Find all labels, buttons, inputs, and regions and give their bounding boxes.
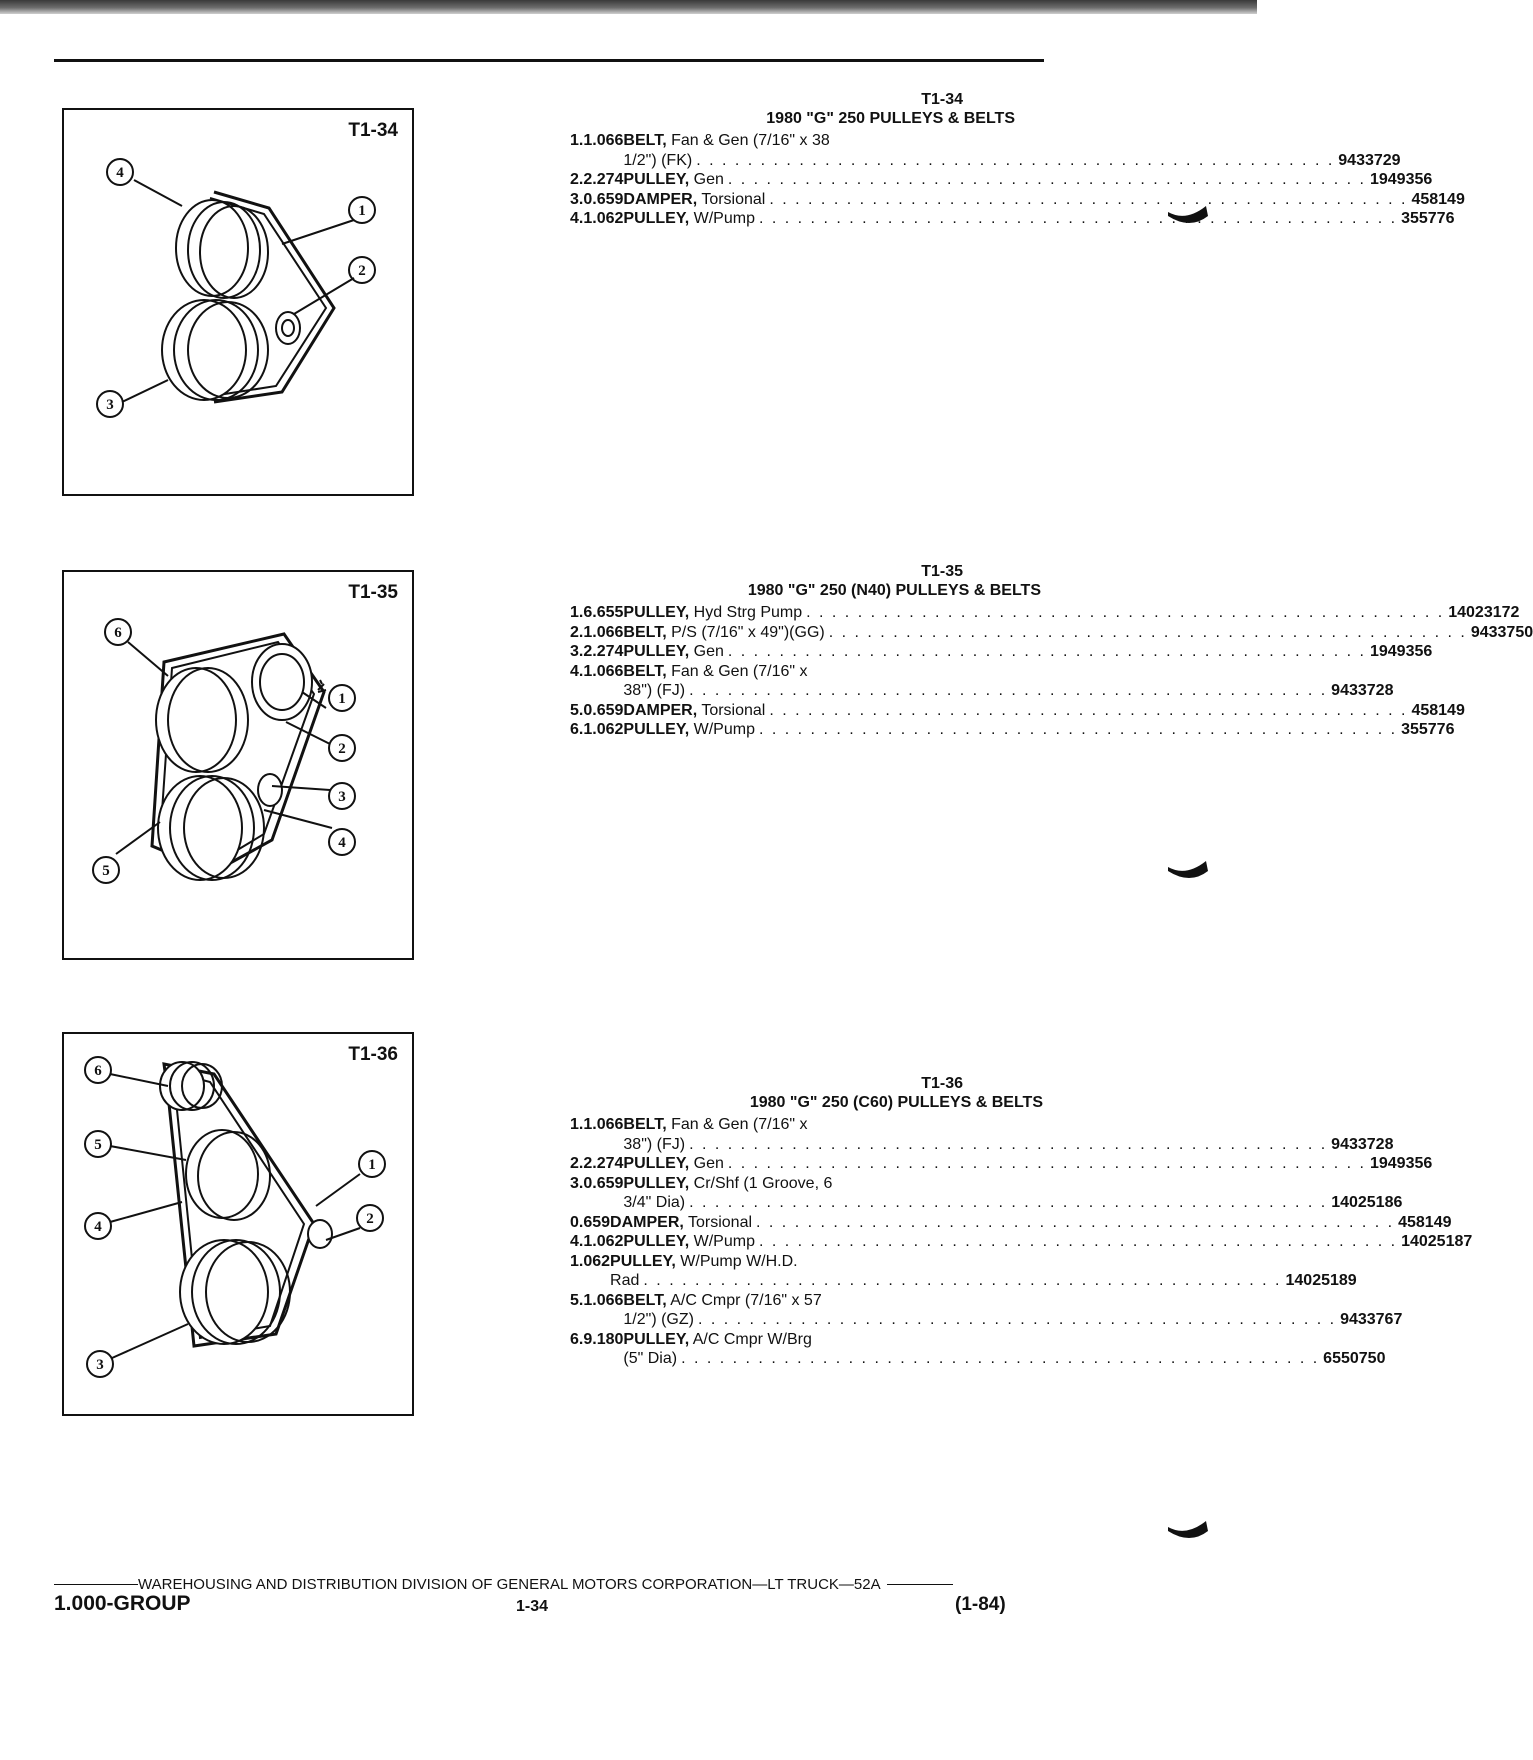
section-title: 1980 "G" 250 (C60) PULLEYS & BELTS xyxy=(749,1094,1043,1111)
description-line xyxy=(623,151,1400,171)
part-description xyxy=(623,1291,1402,1330)
part-description xyxy=(623,720,1454,740)
parts-row xyxy=(570,623,1533,643)
description-line xyxy=(623,1174,1402,1194)
parts-list xyxy=(570,603,1533,740)
part-name: PULLEY, xyxy=(623,643,690,660)
part-detail: Torsional xyxy=(697,701,766,719)
footer-text: WAREHOUSING AND DISTRIBUTION DIVISION OF GENERAL MOTORS CORPORATION—LT TRUCK—52A xyxy=(138,1576,881,1593)
page-number: 1-34 xyxy=(516,1598,549,1615)
part-name: DAMPER, xyxy=(623,190,698,208)
catalog-code: 0.659 xyxy=(583,1174,624,1192)
description-line xyxy=(623,190,1464,210)
item-number: 1. xyxy=(570,604,584,621)
item-number: 2. xyxy=(570,1155,584,1172)
callout-label: 1 xyxy=(358,203,366,219)
part-description xyxy=(610,1252,1357,1291)
header-rule xyxy=(54,59,1044,62)
parts-row xyxy=(570,1115,1394,1154)
part-detail: (5" Dia) xyxy=(623,1350,678,1367)
part-name: BELT, xyxy=(623,662,667,680)
parts-list xyxy=(570,131,1465,229)
parts-section-t1-34 xyxy=(570,90,1465,229)
catalog-code: 1.062 xyxy=(583,210,624,227)
parts-row xyxy=(570,642,1433,662)
part-detail: W/Pump xyxy=(689,1233,755,1250)
section-id: T1-35 xyxy=(921,563,963,580)
part-detail: 1/2") (FK) xyxy=(623,151,693,169)
part-name: PULLEY, xyxy=(623,604,690,621)
part-description xyxy=(623,623,1533,643)
description-text xyxy=(623,603,802,623)
parts-list xyxy=(570,1115,1473,1369)
catalog-code: 1.066 xyxy=(583,623,624,641)
part-detail: Fan & Gen (7/16" x xyxy=(666,662,808,680)
description-line xyxy=(623,603,1519,623)
scan-top-edge xyxy=(0,0,1257,14)
description-line xyxy=(623,1310,1402,1330)
description-line xyxy=(623,1349,1385,1369)
catalog-code: 2.274 xyxy=(583,643,624,660)
item-number: 3. xyxy=(570,190,584,208)
part-detail: W/Pump W/H.D. xyxy=(675,1252,798,1270)
callout-label: 5 xyxy=(102,863,110,879)
leader-dots xyxy=(698,1310,1336,1330)
part-description xyxy=(623,642,1432,662)
description-line xyxy=(623,662,1393,682)
part-number: 458149 xyxy=(1398,1213,1452,1231)
part-number: 14025186 xyxy=(1331,1194,1403,1211)
part-name: PULLEY, xyxy=(623,1330,690,1348)
description-text xyxy=(623,1135,685,1155)
part-name: PULLEY, xyxy=(623,721,690,738)
description-text xyxy=(623,190,765,210)
part-detail: Cr/Shf (1 Groove, 6 xyxy=(689,1174,833,1192)
revision-date: (1-84) xyxy=(955,1594,1006,1615)
catalog-code: 1.062 xyxy=(583,1233,624,1250)
description-text xyxy=(623,701,765,721)
catalog-code: 1.062 xyxy=(583,721,624,738)
description-line xyxy=(623,1232,1472,1252)
leader-dots xyxy=(696,151,1334,171)
item-number: 4. xyxy=(570,210,584,227)
parts-row xyxy=(570,131,1401,170)
part-name: BELT, xyxy=(623,132,667,149)
part-number: 9433728 xyxy=(1331,1135,1394,1153)
part-name: DAMPER, xyxy=(623,701,698,719)
part-description xyxy=(623,1330,1385,1369)
part-description xyxy=(623,190,1464,210)
part-name: BELT, xyxy=(623,1116,667,1133)
description-line xyxy=(623,720,1454,740)
parts-row xyxy=(570,209,1455,229)
callout-label: 2 xyxy=(366,1211,374,1227)
part-detail: Hyd Strg Pump xyxy=(689,604,803,621)
callout-label: 6 xyxy=(114,625,122,641)
description-line xyxy=(623,209,1454,229)
description-text xyxy=(623,1174,832,1194)
part-name: BELT, xyxy=(623,1291,667,1309)
description-text xyxy=(623,209,755,229)
callout-label: 4 xyxy=(338,835,346,851)
leader-dots xyxy=(829,623,1467,643)
catalog-code: 1.062 xyxy=(570,1252,611,1270)
leader-dots xyxy=(689,1135,1327,1155)
part-detail: Gen xyxy=(689,643,724,660)
catalog-code: 1.066 xyxy=(583,662,624,680)
leader-dots xyxy=(689,1193,1327,1213)
leader-dots xyxy=(806,603,1444,623)
binding-mark xyxy=(1166,190,1212,230)
part-description xyxy=(623,209,1454,229)
footer-rule-right xyxy=(887,1584,953,1585)
part-description xyxy=(623,131,1400,170)
catalog-code: 1.066 xyxy=(583,132,624,149)
part-number: 355776 xyxy=(1401,210,1455,227)
description-line xyxy=(623,1193,1402,1213)
callout-label: 3 xyxy=(96,1357,104,1373)
parts-section-t1-36 xyxy=(570,1074,1473,1369)
part-name: PULLEY, xyxy=(623,171,690,188)
item-number: 5. xyxy=(570,1291,584,1309)
part-number: 9433729 xyxy=(1338,151,1401,169)
callout-label: 3 xyxy=(338,789,346,805)
part-detail: 3/4" Dia) xyxy=(623,1194,686,1211)
part-detail: A/C Cmpr W/Brg xyxy=(689,1330,812,1348)
part-description xyxy=(623,1174,1402,1213)
leader-dots xyxy=(681,1349,1319,1369)
pulley-diagram-t1-35 xyxy=(64,572,412,958)
description-text xyxy=(623,1349,677,1369)
part-detail: Fan & Gen (7/16" x 38 xyxy=(666,132,830,149)
description-text xyxy=(623,642,723,662)
callout-label: 4 xyxy=(116,165,124,181)
part-number: 1949356 xyxy=(1369,1155,1433,1172)
description-text xyxy=(623,131,829,151)
part-number: 14025187 xyxy=(1401,1233,1473,1250)
description-text xyxy=(623,720,755,740)
part-description xyxy=(623,603,1519,623)
leader-dots xyxy=(759,209,1397,229)
part-number: 458149 xyxy=(1411,701,1465,719)
leader-dots xyxy=(759,720,1397,740)
callout-label: 6 xyxy=(94,1063,102,1079)
part-description xyxy=(623,701,1464,721)
item-number: 1. xyxy=(570,132,584,149)
part-detail: Gen xyxy=(689,171,724,188)
part-number: 6550750 xyxy=(1323,1350,1386,1367)
part-number: 9433728 xyxy=(1331,682,1394,699)
part-description xyxy=(623,170,1432,190)
parts-row xyxy=(570,1154,1433,1174)
item-number: 4. xyxy=(570,662,584,680)
parts-row xyxy=(570,1330,1386,1369)
item-number: 5. xyxy=(570,701,584,719)
parts-row xyxy=(570,1174,1403,1213)
part-name: PULLEY, xyxy=(623,1174,690,1192)
item-number: 2. xyxy=(570,171,584,188)
description-line xyxy=(610,1271,1357,1291)
description-line xyxy=(623,1135,1393,1155)
catalog-code: 6.655 xyxy=(583,604,624,621)
callout-label: 2 xyxy=(338,741,346,757)
figure-t1-34 xyxy=(62,108,414,496)
parts-row xyxy=(570,1252,1357,1291)
part-name: BELT, xyxy=(623,623,667,641)
description-text xyxy=(623,1115,807,1135)
part-description xyxy=(610,1213,1451,1233)
part-number: 458149 xyxy=(1411,190,1465,208)
part-description xyxy=(623,1154,1432,1174)
figure-label: T1-34 xyxy=(348,120,398,141)
callout-label: 3 xyxy=(106,397,114,413)
part-detail: Torsional xyxy=(683,1213,753,1231)
parts-section-t1-35 xyxy=(570,562,1533,740)
section-id: T1-34 xyxy=(921,91,963,108)
leader-dots xyxy=(728,1154,1366,1174)
description-line xyxy=(623,1291,1402,1311)
description-text xyxy=(623,1330,811,1350)
parts-row xyxy=(570,1232,1473,1252)
part-number: 14023172 xyxy=(1448,604,1520,621)
description-line xyxy=(623,701,1464,721)
parts-row xyxy=(570,603,1520,623)
pulley-diagram-t1-34 xyxy=(64,110,412,494)
catalog-code: 0.659 xyxy=(570,1213,611,1231)
catalog-code: 0.659 xyxy=(583,701,624,719)
part-number: 14025189 xyxy=(1285,1272,1357,1289)
part-detail: 1/2") (GZ) xyxy=(623,1311,694,1328)
callout-label: 4 xyxy=(94,1219,102,1235)
item-number: 1. xyxy=(570,1116,584,1133)
part-detail: A/C Cmpr (7/16" x 57 xyxy=(666,1291,822,1309)
part-number: 1949356 xyxy=(1369,171,1433,188)
item-number: 2. xyxy=(570,623,584,641)
part-name: PULLEY, xyxy=(623,1233,690,1250)
group-label: 1.000-GROUP xyxy=(54,1592,191,1615)
item-number: 3. xyxy=(570,1174,584,1192)
part-description xyxy=(623,1115,1393,1154)
section-id: T1-36 xyxy=(921,1075,963,1092)
part-detail: W/Pump xyxy=(689,721,755,738)
section-title: 1980 "G" 250 (N40) PULLEYS & BELTS xyxy=(747,582,1041,599)
description-text xyxy=(623,1291,821,1311)
description-text xyxy=(610,1252,798,1272)
item-number: 6. xyxy=(570,1330,584,1348)
parts-row xyxy=(570,1291,1403,1330)
part-number: 1949356 xyxy=(1369,643,1433,660)
description-text xyxy=(623,681,685,701)
parts-row xyxy=(570,701,1465,721)
part-description xyxy=(623,662,1393,701)
part-detail: Gen xyxy=(689,1155,724,1172)
figure-t1-35 xyxy=(62,570,414,960)
description-text xyxy=(623,1232,755,1252)
item-number: 6. xyxy=(570,721,584,738)
section-title: 1980 "G" 250 PULLEYS & BELTS xyxy=(766,110,1015,127)
part-name: PULLEY, xyxy=(623,210,690,227)
catalog-code: 2.274 xyxy=(583,171,624,188)
part-detail: 38") (FJ) xyxy=(623,682,686,699)
description-line xyxy=(623,1330,1385,1350)
description-text xyxy=(623,1154,723,1174)
part-number: 9433750 xyxy=(1470,623,1533,641)
leader-dots xyxy=(728,170,1366,190)
description-text xyxy=(623,151,692,171)
binding-mark xyxy=(1166,1505,1212,1545)
description-line xyxy=(623,681,1393,701)
leader-dots xyxy=(689,681,1327,701)
description-line xyxy=(610,1252,1357,1272)
part-detail: P/S (7/16" x 49")(GG) xyxy=(666,623,825,641)
parts-row xyxy=(570,662,1394,701)
part-description xyxy=(623,1232,1472,1252)
part-detail: 38") (FJ) xyxy=(623,1135,686,1153)
description-line xyxy=(623,642,1432,662)
part-number: 9433767 xyxy=(1340,1311,1403,1328)
description-text xyxy=(623,662,807,682)
description-text xyxy=(623,170,723,190)
figure-label: T1-36 xyxy=(348,1044,398,1065)
parts-row xyxy=(570,170,1433,190)
figure-label: T1-35 xyxy=(348,582,398,603)
parts-row xyxy=(570,720,1455,740)
binding-mark xyxy=(1166,845,1212,885)
description-text xyxy=(623,1310,694,1330)
description-line xyxy=(623,1154,1432,1174)
catalog-code: 9.180 xyxy=(583,1330,624,1348)
catalog-code: 2.274 xyxy=(583,1155,624,1172)
parts-row xyxy=(570,190,1465,210)
callout-label: 2 xyxy=(358,263,366,279)
item-number: 4. xyxy=(570,1233,584,1250)
description-line xyxy=(623,170,1432,190)
callout-label: 1 xyxy=(368,1157,376,1173)
part-detail: Fan & Gen (7/16" x xyxy=(666,1116,808,1133)
description-line xyxy=(623,1115,1393,1135)
description-text xyxy=(610,1213,752,1233)
leader-dots xyxy=(728,642,1366,662)
callout-label: 1 xyxy=(338,691,346,707)
catalog-code: 0.659 xyxy=(583,190,624,208)
description-line xyxy=(610,1213,1451,1233)
footer-line xyxy=(54,1576,1044,1593)
footer-rule-left xyxy=(54,1584,138,1585)
figure-t1-36 xyxy=(62,1032,414,1416)
leader-dots xyxy=(769,701,1407,721)
leader-dots xyxy=(759,1232,1397,1252)
description-line xyxy=(623,623,1533,643)
pulley-diagram-t1-36 xyxy=(64,1034,412,1414)
description-text xyxy=(623,1193,685,1213)
catalog-code: 1.066 xyxy=(583,1116,624,1133)
parts-row xyxy=(570,1213,1452,1233)
leader-dots xyxy=(643,1271,1281,1291)
catalog-code: 1.066 xyxy=(583,1291,624,1309)
part-detail: W/Pump xyxy=(689,210,755,227)
part-name: DAMPER, xyxy=(610,1213,684,1231)
part-detail: Rad xyxy=(610,1272,640,1289)
description-text xyxy=(623,623,824,643)
leader-dots xyxy=(769,190,1407,210)
part-name: PULLEY, xyxy=(610,1252,676,1270)
part-number: 355776 xyxy=(1401,721,1455,738)
part-name: PULLEY, xyxy=(623,1155,690,1172)
part-detail: Torsional xyxy=(697,190,766,208)
description-line xyxy=(623,131,1400,151)
description-text xyxy=(610,1271,639,1291)
leader-dots xyxy=(756,1213,1394,1233)
item-number: 3. xyxy=(570,643,584,660)
callout-label: 5 xyxy=(94,1137,102,1153)
